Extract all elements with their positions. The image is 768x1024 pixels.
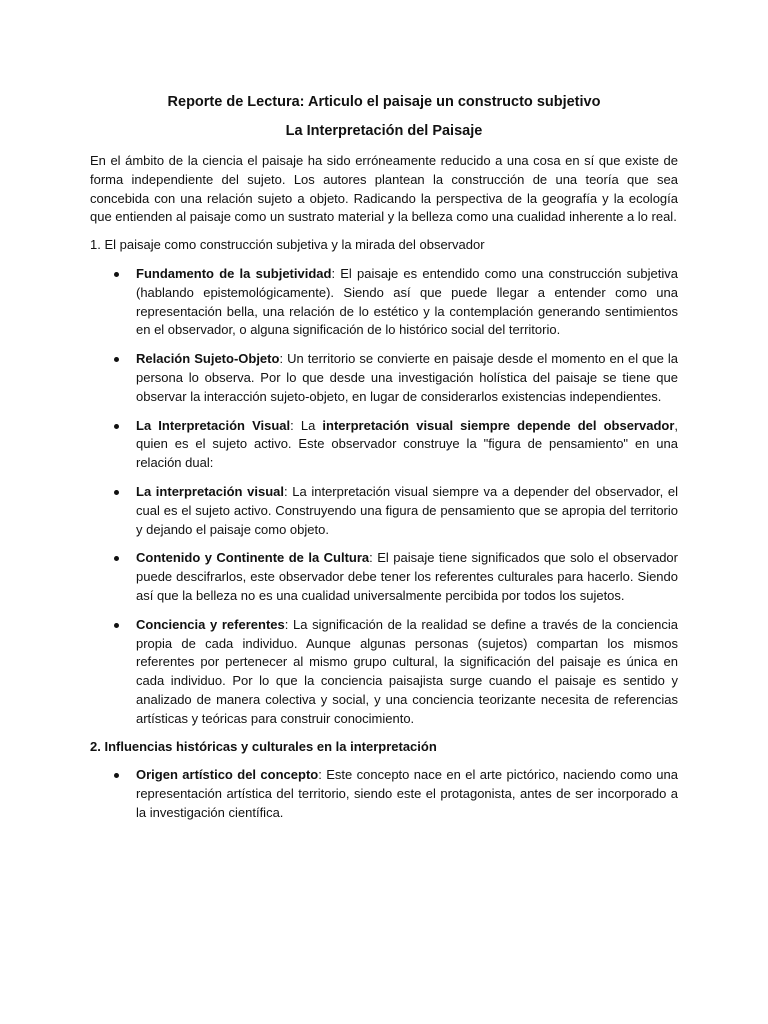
intro-paragraph: En el ámbito de la ciencia el paisaje ha sido erróneamente reducido a una cosa en sí que existe de forma independiente del sujeto. Los autores plantean la construcción de una teoría que sea concebida con una relación sujeto a objeto. Radicando la perspectiva de la geografía y la ecología que entienden al paisaje como un sustrato material y la belleza como una cualidad inherente a lo real. xyxy=(90,153,678,225)
item-term: Relación Sujeto-Objeto xyxy=(136,351,280,367)
item-text-pre: : La xyxy=(290,417,323,433)
list-item xyxy=(90,616,678,729)
item-term: La interpretación visual xyxy=(136,483,284,499)
bullet-icon xyxy=(114,490,119,495)
bullet-icon xyxy=(114,357,119,362)
item-text: , quien es el sujeto activo. Este observador construye la "figura de pensamiento" en una relación dual: xyxy=(136,417,679,471)
list-item xyxy=(90,417,678,473)
list-item xyxy=(90,549,678,605)
list-item xyxy=(90,483,678,539)
item-text: : Este concepto nace en el arte pictórico, naciendo como una representación artística del territorio, siendo este el protagonista, antes de ser incorporado a la investigación científica. xyxy=(136,767,678,820)
document-title: Reporte de Lectura: Articulo el paisaje un constructo subjetivo xyxy=(167,94,601,110)
list-item xyxy=(90,350,678,406)
bullet-icon xyxy=(114,623,119,628)
bullet-icon xyxy=(114,424,119,429)
section-1-list xyxy=(90,265,678,729)
item-term: Conciencia y referentes xyxy=(136,616,285,632)
item-emphasis: interpretación visual siempre depende del observador xyxy=(322,417,675,433)
item-text: : El paisaje es entendido como una construcción subjetiva (hablando epistemológicamente). Siendo así que puede llegar a entender como una representación bella, una relación de lo estético y la contemplación generando sentimientos en el observador, o alguna significación de lo histórico social del territorio. xyxy=(136,265,678,338)
item-term: Origen artístico del concepto xyxy=(136,767,319,783)
item-text: : La interpretación visual siempre va a depender del observador, el cual es el sujeto activo. Construyendo una figura de pensamiento que se apropia del territorio y dejando el paisaje como objeto. xyxy=(136,483,679,537)
list-item xyxy=(90,766,678,822)
document-subtitle: La Interpretación del Paisaje xyxy=(285,123,483,139)
item-term: La Interpretación Visual xyxy=(136,417,291,433)
bullet-icon xyxy=(114,773,119,778)
bullet-icon xyxy=(114,272,119,277)
document-page xyxy=(90,92,678,823)
section-1-heading: 1. El paisaje como construcción subjetiva y la mirada del observador xyxy=(90,237,485,253)
item-term: Contenido y Continente de la Cultura xyxy=(136,550,370,566)
bullet-icon xyxy=(114,556,119,561)
item-term: Fundamento de la subjetividad xyxy=(136,265,332,281)
item-text: : El paisaje tiene significados que solo el observador puede descifrarlos, este observador debe tener los referentes culturales para hacerlo. Siendo así que la belleza no es una cualidad universalmente percibida por todos los sujetos. xyxy=(136,550,678,603)
list-item xyxy=(90,265,678,340)
section-2-heading: 2. Influencias históricas y culturales en la interpretación xyxy=(90,738,437,754)
item-text: : La significación de la realidad se define a través de la conciencia propia de cada individuo. Aunque algunas personas (sujetos) compartan los mismos referentes por pertenecer al mismo grupo cultural, la significación del paisaje es única en cada individuo. Por lo que la conciencia paisajista surge cuando el paisaje es sentido y analizado de manera colectiva y social, y una conciencia teorizante necesita de referencias artísticas y teóricas para construir conocimiento. xyxy=(136,616,678,726)
item-text: : Un territorio se convierte en paisaje desde el momento en el que la persona lo observa. Por lo que desde una investigación holística del paisaje se tiene que observar la interacción sujeto-objeto, en lugar de considerarlos existencias independientes. xyxy=(136,351,678,404)
section-2-list xyxy=(90,766,678,822)
